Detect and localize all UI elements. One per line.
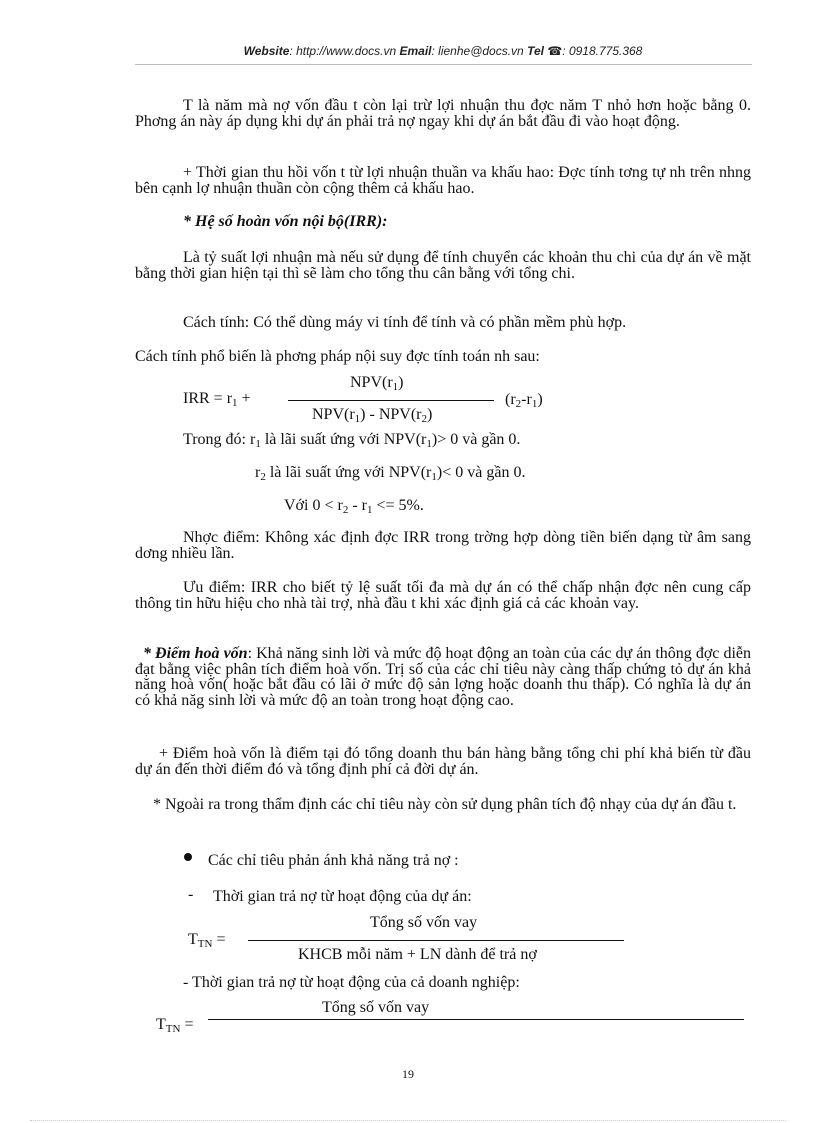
dash-item-2: - Thời gian trả nợ từ hoạt động của cả doanh nghiệp: [183,974,520,991]
bullet-icon [184,853,192,861]
paragraph-9: + Điểm hoà vốn là điểm tại đó tổng doanh thu bán hàng bằng tổng chi phí khả biến từ đầu dự án đến thời điểm đó và tổng định phí cả đời dự án. [135,745,751,778]
paragraph-6: Nhợc điểm: Không xác định đợc IRR trong trờng hợp dòng tiền biến dạng từ âm sang dơng nhiều lần. [135,529,751,562]
ttn2-numerator: Tổng số vốn vay [322,999,430,1016]
irr-numerator: $NPV(r_1)$ [350,374,404,393]
website-value: : http://www.docs.vn [289,44,397,58]
irr-tail: $(r_2-r_1)$ [505,391,543,410]
email-label: Email [399,44,432,58]
paragraph-2: + Thời gian thu hồi vốn t từ lợi nhuận thuần va khấu hao: Đợc tính tơng tự nh trên nhng bên cạnh lợ nhuận thuần còn cộng thêm cả khấu hao. [135,164,751,197]
paragraph-7: Ưu điểm: IRR cho biết tỷ lệ suất tối đa mà dự án có thể chấp nhận đợc nên cung cấp thông tin hữu hiệu cho nhà tài trợ, nhà đầu t khi xác định giá cả các khoản vay. [135,579,751,612]
phone-icon: ☎ [547,44,563,58]
irr-where-2: $r_2$ là lãi suất ứng với $NPV(r_1)< 0$ và gần 0. [255,464,526,483]
tel-label: Tel [527,44,544,58]
irr-where-3: Với $0 < r_2 - r_1 <= 5\%$. [284,497,424,516]
paragraph-1: T là năm mà nợ vốn đầu t còn lại trừ lợi nhuận thu đợc năm T nhỏ hơn hoặc bằng 0. Phơng án này áp dụng khi dự án phải trả nợ ngay khi dự án bắt đầu đi vào hoạt động. [135,97,751,130]
irr-heading: * Hệ số hoàn vốn nội bộ(IRR): [183,213,388,230]
paragraph-5: Cách tính phổ biến là phơng pháp nội suy đợc tính toán nh sau: [135,348,540,365]
paragraph-4: Cách tính: Có thể dùng máy vi tính để tính và có phần mềm phù hợp. [183,314,627,331]
email-value: : lienhe@docs.vn [431,44,524,58]
ttn2-fraction-bar [208,1019,744,1020]
page-header [135,44,751,58]
dash-icon: - [188,886,194,903]
ttn2-lhs: $T_{TN}$ = [156,1016,194,1035]
irr-denominator: $NPV(r_1) - NPV(r_2)$ [312,406,433,425]
irr-where-1: Trong đó: $r_1$ là lãi suất ứng với $NPV(r_1)> 0$ và gần 0. [183,431,521,450]
ttn1-numerator: Tổng số vốn vay [370,914,478,931]
footer-dotted-rule [30,1120,786,1121]
paragraph-8: * Điểm hoà vốn: Khả năng sinh lời và mức độ hoạt động an toàn của các dự án thông đợc diễn đạt bằng việc phân tích điểm hoà vốn. Trị số của các chỉ tiêu này càng thấp chứng tỏ dự án khả năng hoà vốn( hoặc bắt đầu có lãi ở mức độ sản lợng hoặc doanh thu thấp). Có nghĩa là dự án có khả năg sinh lời và mức độ an toàn trong hoạt động cao. [135,645,752,709]
dash-item-1: Thời gian trả nợ từ hoạt động của dự án: [213,888,472,905]
paragraph-10: * Ngoài ra trong thẩm định các chỉ tiêu này còn sử dụng phân tích độ nhạy của dự án đầu t. [153,796,737,813]
paragraph-3: Là tỷ suất lợi nhuận mà nếu sử dụng để tính chuyển các khoản thu chi của dự án về mặt bằng thời gian hiện tại thì sẽ làm cho tổng thu cân bằng với tổng chi. [135,249,751,282]
ttn1-fraction-bar [248,940,624,941]
bullet-item-1: Các chỉ tiêu phản ánh khả năng trả nợ : [208,852,459,869]
ttn1-denominator: KHCB mỗi năm + LN dành để trả nợ [298,946,537,963]
website-label: Website [243,44,290,58]
header-rule [135,64,752,65]
irr-lhs: IRR = $r_1$ + [183,390,251,409]
ttn1-lhs: $T_{TN}$ = [188,931,226,950]
breakeven-label: * Điểm hoà vốn [143,645,248,662]
tel-value: : 0918.775.368 [562,44,643,58]
irr-fraction-bar [288,400,494,401]
page-number: 19 [402,1067,414,1081]
